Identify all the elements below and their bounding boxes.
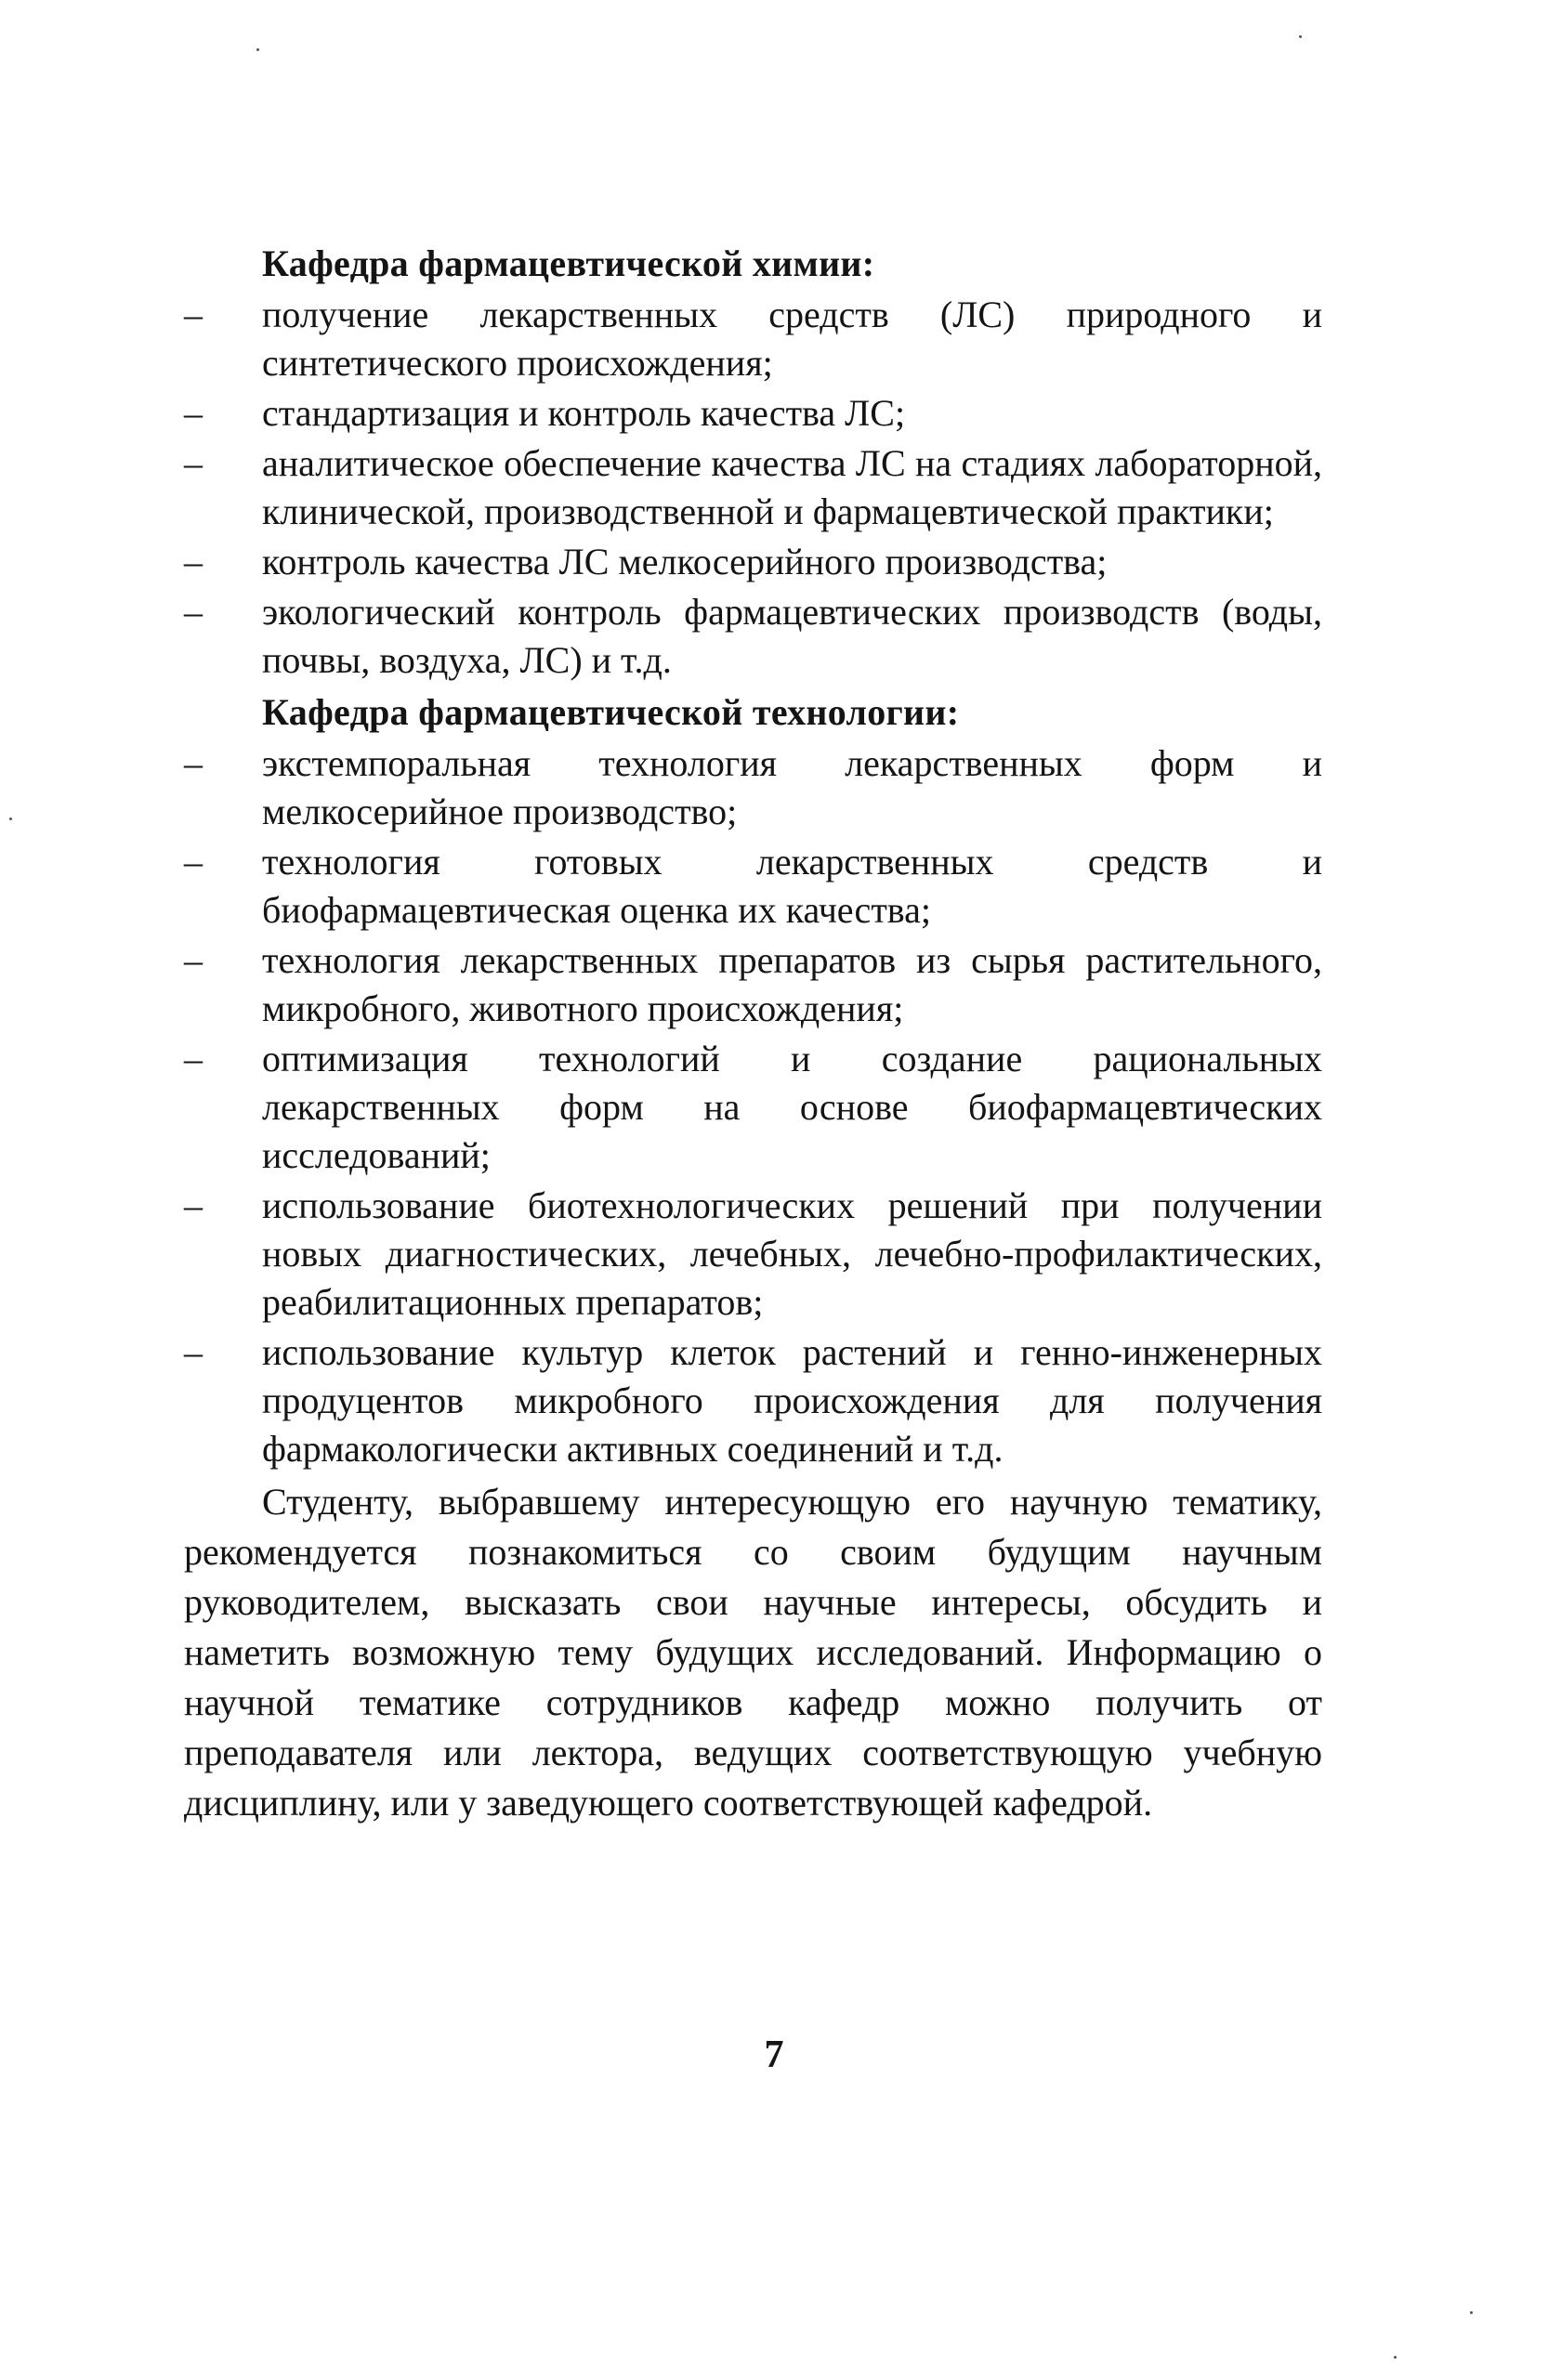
list-item — [184, 588, 1322, 685]
list-item-text: контроль качества ЛС мелкосерийного производства; — [262, 541, 1108, 582]
dash-marker: – — [184, 591, 203, 633]
scan-speck — [256, 48, 259, 51]
dash-marker: – — [184, 841, 203, 883]
list-item-text: получение лекарственных средств (ЛС) природного и синтетического происхождения; — [262, 294, 1322, 384]
list-item — [184, 936, 1322, 1033]
list-item — [184, 1182, 1322, 1327]
list-item — [184, 389, 1322, 438]
list-item — [184, 1035, 1322, 1180]
dash-marker: – — [184, 442, 203, 484]
page-number: 7 — [764, 2033, 784, 2076]
list-item-text: экологический контроль фармацевтических производств (воды, почвы, воздуха, ЛС) и т.д. — [262, 591, 1322, 681]
scan-speck — [9, 817, 12, 820]
scan-speck — [1470, 2311, 1473, 2314]
list-item-text: оптимизация технологий и создание рациональных лекарственных форм на основе биофармацевтических исследований; — [262, 1038, 1322, 1176]
body-paragraph: Студенту, выбравшему интересующую его научную тематику, рекомендуется познакомиться со своим будущим научным руководителем, высказать свои научные интересы, обсудить и наметить возможную тему будущих исследований. Информацию о научной тематике сотрудников кафедр можно получить от преподавателя или лектора, ведущих соответствующую учебную дисциплину, или у заведующего соответствующей кафедрой. — [184, 1481, 1322, 1824]
section-heading: Кафедра фармацевтической химии: — [262, 242, 875, 284]
list-item — [184, 838, 1322, 935]
dash-marker: – — [184, 294, 203, 335]
dash-marker: – — [184, 541, 203, 582]
list-item — [184, 439, 1322, 536]
scan-speck — [1299, 35, 1302, 38]
scan-speck — [1394, 2356, 1397, 2359]
dash-marker: – — [184, 1184, 203, 1226]
dash-marker: – — [184, 1331, 203, 1373]
list-item — [184, 291, 1322, 387]
section-pharm-technology — [184, 687, 1322, 1473]
page-content — [184, 238, 1322, 1828]
dash-marker: – — [184, 392, 203, 434]
bullet-list — [184, 291, 1322, 685]
list-item-text: технология лекарственных препаратов из сырья растительного, микробного, животного происхождения; — [262, 939, 1322, 1029]
dash-marker: – — [184, 1038, 203, 1079]
list-item-text: технология готовых лекарственных средств и биофармацевтическая оценка их качества; — [262, 841, 1322, 931]
section-heading: Кафедра фармацевтической технологии: — [262, 691, 960, 733]
dash-marker: – — [184, 939, 203, 981]
list-item — [184, 739, 1322, 836]
list-item-text: использование биотехнологических решений при получении новых диагностических, лечебных, лечебно-профилактических, реабилитационных препаратов; — [262, 1184, 1322, 1323]
section-pharm-chemistry — [184, 238, 1322, 685]
list-item — [184, 1328, 1322, 1473]
dash-marker: – — [184, 742, 203, 784]
list-item-text: стандартизация и контроль качества ЛС; — [262, 392, 906, 434]
list-item-text: использование культур клеток растений и генно-инженерных продуцентов микробного происхождения для получения фармакологически активных соединений и т.д. — [262, 1331, 1322, 1470]
list-item-text: аналитическое обеспечение качества ЛС на стадиях лабораторной, клинической, производственной и фармацевтической практики; — [262, 442, 1322, 532]
list-item — [184, 538, 1322, 586]
list-item-text: экстемпоральная технология лекарственных форм и мелкосерийное производство; — [262, 742, 1322, 832]
bullet-list — [184, 739, 1322, 1473]
